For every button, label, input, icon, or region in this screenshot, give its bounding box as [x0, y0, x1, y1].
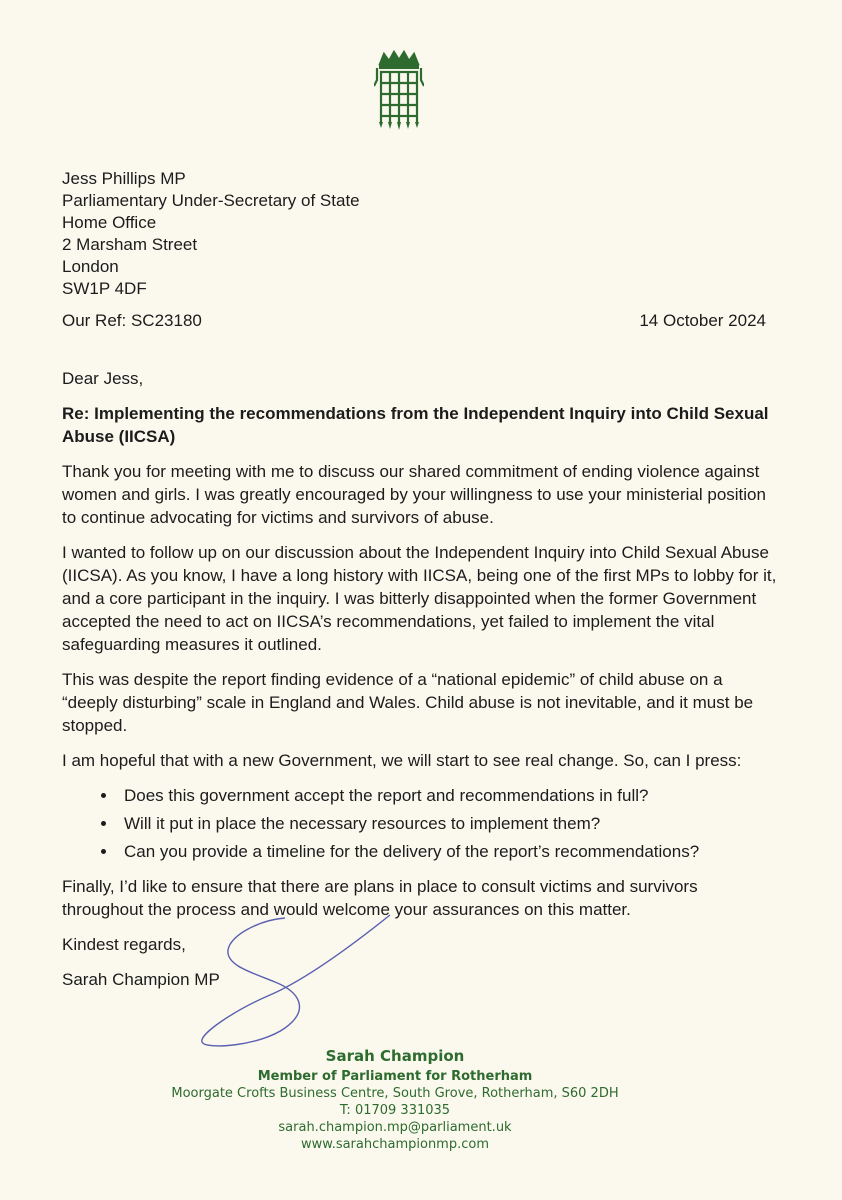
list-item: • Will it put in place the necessary resources to implement them?: [118, 812, 782, 835]
subject-line: Re: Implementing the recommendations from the Independent Inquiry into Child Sexual Abuse (IICSA): [62, 404, 769, 446]
letter-date: 14 October 2024: [639, 311, 766, 330]
signature-name: Sarah Champion MP: [62, 970, 220, 989]
handwritten-signature: [190, 910, 400, 1060]
recipient-title: Parliamentary Under-Secretary of State: [62, 191, 360, 210]
paragraph: I am hopeful that with a new Government, we will start to see real change. So, can I press:: [62, 751, 742, 770]
paragraph: Thank you for meeting with me to discuss our shared commitment of ending violence against women and girls. I was greatly encouraged by your willingness to use your ministerial position to continue advocating for victims and survivors of abuse.: [62, 462, 766, 527]
question-list: [62, 784, 782, 863]
paragraph: I wanted to follow up on our discussion about the Independent Inquiry into Child Sexual Abuse (IICSA). As you know, I have a long history with IICSA, being one of the first MPs to lobby for it, and a core participant in the inquiry. I was bitterly disappointed when the former Government accepted the need to act on IICSA’s recommendations, yet failed to implement the vital safeguarding measures it outlined.: [62, 543, 777, 654]
closing: Kindest regards,: [62, 935, 186, 954]
recipient-name: Jess Phillips MP: [62, 169, 186, 188]
recipient-address: [62, 168, 360, 300]
salutation: Dear Jess,: [62, 369, 144, 388]
recipient-postcode: SW1P 4DF: [62, 279, 147, 298]
list-item: • Can you provide a timeline for the delivery of the report’s recommendations?: [118, 840, 782, 863]
footer-address: Moorgate Crofts Business Centre, South Grove, Rotherham, S60 2DH: [171, 1086, 619, 1101]
recipient-street: 2 Marsham Street: [62, 235, 198, 254]
portcullis-icon: [374, 50, 424, 132]
footer-name: Sarah Champion: [325, 1047, 465, 1065]
reference: Our Ref: SC23180: [62, 311, 202, 330]
recipient-department: Home Office: [62, 213, 157, 232]
footer-role: Member of Parliament for Rotherham: [257, 1069, 533, 1084]
letter-footer: [140, 1048, 650, 1153]
letter-body: [62, 367, 782, 991]
recipient-city: London: [62, 257, 119, 276]
paragraph: This was despite the report finding evidence of a “national epidemic” of child abuse on a “deeply disturbing” scale in England and Wales. Child abuse is not inevitable, and it must be stopped.: [62, 670, 754, 735]
footer-email[interactable]: sarah.champion.mp@parliament.uk: [278, 1120, 512, 1135]
footer-phone: T: 01709 331035: [339, 1103, 451, 1118]
final-paragraph: Finally, I’d like to ensure that there are plans in place to consult victims and survivors throughout the process and would welcome your assurances on this matter.: [62, 877, 698, 919]
footer-website[interactable]: www.sarahchampionmp.com: [300, 1137, 489, 1152]
list-item: • Does this government accept the report and recommendations in full?: [118, 784, 782, 807]
